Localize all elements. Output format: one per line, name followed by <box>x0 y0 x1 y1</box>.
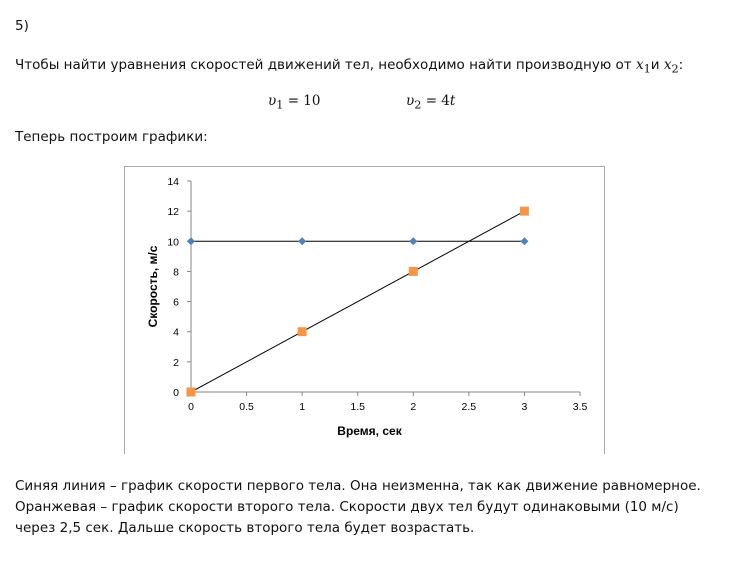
equation-v1: $\upsilon_1 = 10$ <box>268 93 321 112</box>
intro-var-x2: $x_2$ <box>663 57 679 76</box>
chart-frame <box>124 166 605 454</box>
y-tick-label: 2 <box>173 356 179 369</box>
y-tick-label: 0 <box>173 387 179 399</box>
x-tick-label: 2 <box>410 401 417 413</box>
plot-intro: Теперь построим графики: <box>15 129 208 145</box>
intro-colon: : <box>678 57 684 73</box>
series-2-point <box>520 207 529 216</box>
series-1-point <box>409 237 417 245</box>
conclusion-line: через 2,5 сек. Дальше скорость второго тела будет возрастать. <box>15 520 475 536</box>
y-tick-label: 6 <box>173 296 179 309</box>
y-tick-label: 4 <box>173 326 179 339</box>
y-tick-label: 12 <box>167 206 179 219</box>
conclusion-line: Оранжевая – график скорости второго тела. Скорости двух тел будут одинаковыми (10 м/с) <box>15 499 679 515</box>
velocity-chart <box>125 167 606 455</box>
conclusion-paragraph <box>15 476 725 539</box>
equation-v2: $\upsilon_2 = 4t$ <box>406 93 456 112</box>
series-2-point <box>187 388 196 397</box>
x-tick-label: 0 <box>188 401 194 413</box>
intro-sentence <box>15 57 683 76</box>
x-tick-label: 1.5 <box>350 401 366 413</box>
x-tick-label: 1 <box>299 401 306 413</box>
series-1-point <box>520 237 528 245</box>
intro-text: Чтобы найти уравнения скоростей движений тел, необходимо найти производную от <box>15 57 632 73</box>
series-2-line <box>191 211 524 392</box>
y-tick-label: 8 <box>173 266 179 279</box>
x-axis-title: Время, сек <box>337 424 402 438</box>
intro-and: и <box>650 57 660 73</box>
x-tick-label: 2.5 <box>461 401 477 413</box>
x-tick-label: 3.5 <box>572 401 588 413</box>
x-tick-label: 0.5 <box>239 401 254 413</box>
conclusion-line: Синяя линия – график скорости первого тела. Она неизменна, так как движение равномерное. <box>15 478 701 494</box>
intro-var-x1: $x_1$ <box>635 57 651 76</box>
y-tick-label: 10 <box>167 236 179 249</box>
series-1-point <box>298 237 306 245</box>
y-axis-title: Скорость, м/с <box>146 245 160 328</box>
series-2-point <box>298 327 307 336</box>
x-tick-label: 3 <box>521 401 528 413</box>
series-1-point <box>187 237 195 245</box>
series-2-point <box>409 267 418 276</box>
problem-number: 5) <box>15 18 29 34</box>
y-tick-label: 14 <box>167 176 179 188</box>
